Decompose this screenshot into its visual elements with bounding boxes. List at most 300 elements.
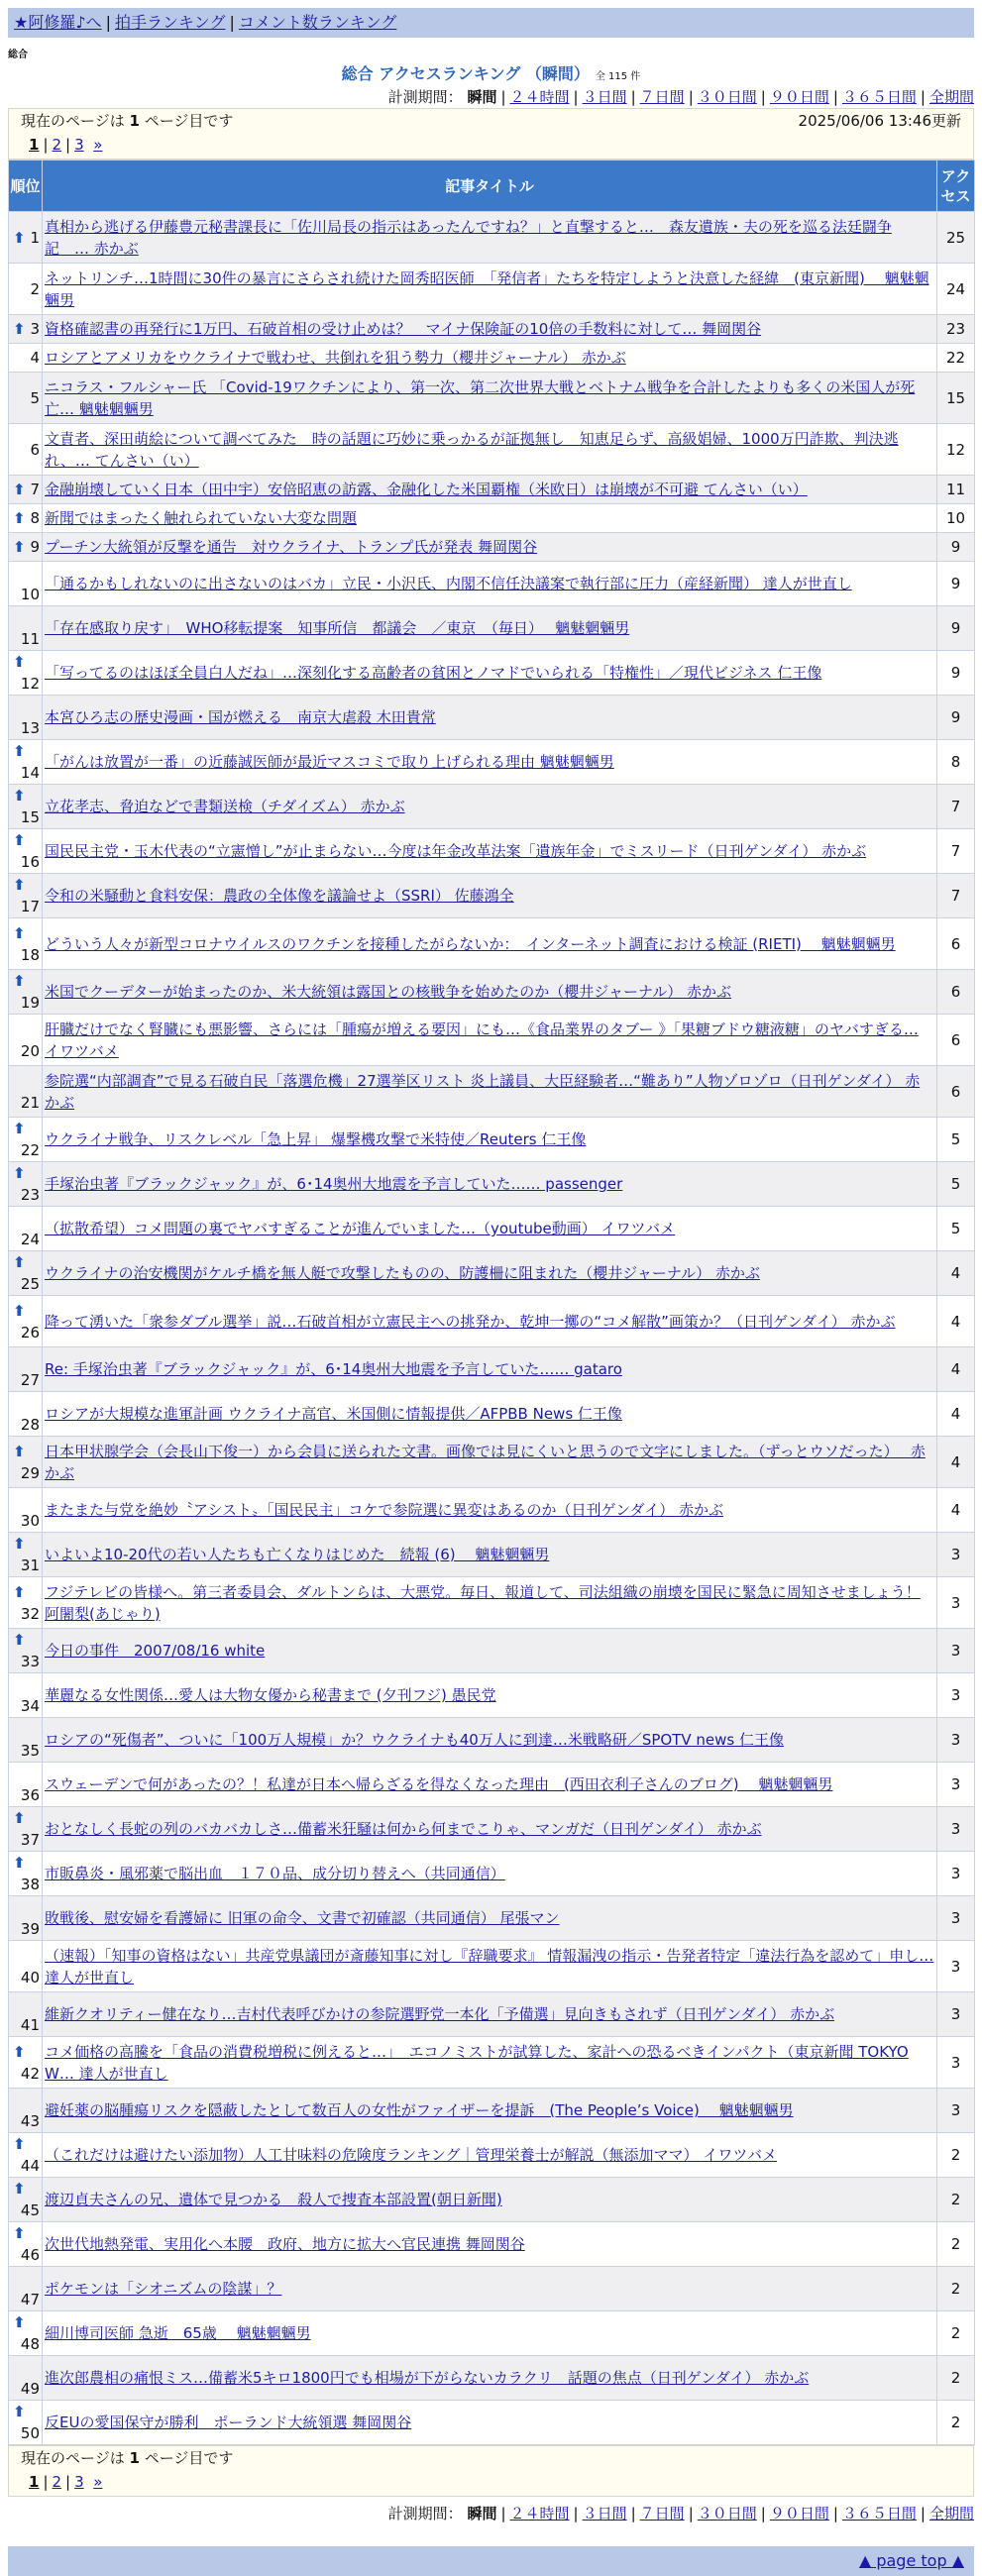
table-row — [9, 606, 975, 651]
title-cell — [43, 785, 937, 829]
period-link-7d[interactable]: ７日間 — [639, 88, 685, 106]
rank-number: 10 — [20, 586, 40, 603]
rank-up-arrow-icon: ⬆ — [13, 1120, 26, 1137]
title-cell — [43, 1251, 937, 1296]
access-count: 4 — [937, 1251, 975, 1296]
title-cell — [43, 606, 937, 651]
title-cell — [43, 1629, 937, 1673]
article-title-link[interactable]: ニコラス・フルシャー氏 「Covid-19ワクチンにより、第一次、第二次世界大戦とベトナム戦争を合計したよりも多くの米国人が死亡… 魑魅魍魎男 — [45, 377, 916, 418]
rank-number: 25 — [20, 1275, 40, 1293]
title-cell — [43, 562, 937, 606]
article-title-link[interactable]: 参院選“内部調査”で見る石破自民「落選危機」27選挙区リスト 炎上議員、大臣経験者…“難あり”人物ゾロゾロ（日刊ゲンダイ） 赤かぶ — [45, 1071, 921, 1112]
article-title-link[interactable]: 真相から逃げる伊藤豊元秘書課長に「佐川局長の指示はあったんですね？」と直撃すると… 森友遺族・夫の死を巡る法廷闘争記 … 赤かぶ — [45, 217, 892, 258]
article-title-link[interactable]: 米国でクーデターが始まったのか、米大統領は露国との核戦争を始めたのか（櫻井ジャーナル） 赤かぶ — [45, 983, 731, 1001]
rank-number: 21 — [20, 1093, 40, 1112]
article-title-link[interactable]: スウェーデンで何があったの？！私達が日本へ帰らざるを得なくなった理由 (西田衣利子さんのブログ) 魑魅魍魎男 — [45, 1775, 833, 1793]
article-title-link[interactable]: 今日の事件 2007/08/16 white — [45, 1642, 266, 1660]
title-cell — [43, 1392, 937, 1437]
rank-number: 14 — [20, 764, 40, 782]
rank-number: 12 — [20, 675, 40, 693]
rank-cell — [9, 829, 43, 874]
access-count: 25 — [937, 212, 975, 264]
title-cell — [43, 533, 937, 562]
rank-up-arrow-icon: ⬆ — [13, 2224, 26, 2242]
rank-up-arrow-icon: ⬆ — [13, 2042, 26, 2061]
access-count: 3 — [937, 2089, 975, 2133]
article-title-link[interactable]: 細川博司医師 急逝 65歳 魑魅魍魎男 — [45, 2324, 311, 2342]
table-row — [9, 1852, 975, 1896]
access-count: 2 — [937, 2311, 975, 2356]
access-count: 15 — [937, 373, 975, 424]
article-title-link[interactable]: またまた与党を絶妙〝アシスト〟「国民民主」コケで参院選に異変はあるのか（日刊ゲンダイ） 赤かぶ — [45, 1501, 724, 1519]
title-cell — [43, 1162, 937, 1207]
table-row — [9, 740, 975, 785]
article-title-link[interactable]: 敗戦後、慰安婦を看護婦に 旧軍の命令、文書で初確認（共同通信） 尾張マン — [45, 1909, 560, 1927]
table-row — [9, 2133, 975, 2178]
rank-up-arrow-icon: ⬆ — [13, 1582, 26, 1601]
top-navigation — [8, 8, 974, 38]
access-count: 2 — [937, 2178, 975, 2222]
title-cell — [43, 1992, 937, 2037]
title-cell — [43, 1296, 937, 1347]
title-cell — [43, 1015, 937, 1066]
rank-cell — [9, 1251, 43, 1296]
nav-separator: | — [229, 13, 235, 32]
rank-up-arrow-icon: ⬆ — [13, 2313, 26, 2331]
access-count: 9 — [937, 533, 975, 562]
rank-cell — [9, 2133, 43, 2178]
table-row — [9, 533, 975, 562]
period-link-365d[interactable]: ３６５日間 — [841, 2505, 917, 2522]
rank-number: 8 — [30, 509, 40, 527]
rank-cell — [9, 740, 43, 785]
title-cell — [43, 918, 937, 970]
table-row — [9, 829, 975, 874]
title-cell — [43, 829, 937, 874]
table-row — [9, 212, 975, 264]
table-row — [9, 1992, 975, 2037]
period-link-90d[interactable]: ９０日間 — [769, 2505, 829, 2522]
pager-page-3[interactable]: 3 — [74, 136, 84, 154]
rank-number: 2 — [30, 279, 40, 298]
rank-number: 44 — [20, 2157, 40, 2175]
title-cell — [43, 2178, 937, 2222]
title-cell — [43, 1437, 937, 1488]
rank-up-arrow-icon: ⬆ — [13, 1631, 26, 1649]
rank-up-arrow-icon: ⬆ — [13, 509, 26, 527]
page-info-box-top — [8, 108, 974, 160]
table-row — [9, 1251, 975, 1296]
rank-up-arrow-icon: ⬆ — [13, 2135, 26, 2153]
access-count: 3 — [937, 1852, 975, 1896]
access-count: 5 — [937, 1162, 975, 1207]
period-link-all[interactable]: 全期間 — [928, 2505, 974, 2522]
rank-cell — [9, 696, 43, 740]
article-title-link[interactable]: 維新クオリティー健在なり…吉村代表呼びかけの参院選野党一本化「予備選」見向きもされず（日刊ゲンダイ） 赤かぶ — [45, 2005, 835, 2023]
period-link-3d[interactable]: ３日間 — [582, 88, 627, 106]
title-cell — [43, 315, 937, 344]
rank-cell — [9, 1992, 43, 2037]
article-title-link[interactable]: 立花孝志、脅迫などで書類送検（チダイズム） 赤かぶ — [45, 798, 405, 815]
article-title-link[interactable]: ロシアの“死傷者”、ついに「100万人規模」か？ウクライナも40万人に到達…米戦略研／SPOTV news 仁王像 — [45, 1731, 784, 1749]
article-title-link[interactable]: 渡辺貞夫さんの兄、遺体で見つかる 殺人で捜査本部設置(朝日新聞) — [45, 2191, 502, 2208]
rank-up-arrow-icon: ⬆ — [13, 320, 26, 338]
period-link-3d[interactable]: ３日間 — [582, 2505, 627, 2522]
table-row — [9, 1207, 975, 1251]
table-row — [9, 2037, 975, 2089]
rank-number: 16 — [20, 853, 40, 871]
header-rank: 順位 — [9, 161, 43, 212]
rank-number: 18 — [20, 945, 40, 964]
rank-up-arrow-icon: ⬆ — [13, 1442, 26, 1460]
nav-link-comment-ranking[interactable]: コメント数ランキング — [238, 13, 397, 32]
rank-number: 31 — [20, 1556, 40, 1574]
title-cell — [43, 970, 937, 1015]
period-current: 瞬間 — [467, 2505, 497, 2522]
pager-bottom: 1 | 2 | 3 » — [29, 2473, 103, 2491]
rank-number: 29 — [20, 1463, 40, 1482]
title-cell — [43, 424, 937, 476]
article-title-link[interactable]: 手塚治虫著『ブラックジャック』が、6･14奥州大地震を予言していた…… passenger — [45, 1175, 623, 1193]
page-info-bottom — [9, 2446, 973, 2472]
nav-link-applause-ranking[interactable]: 拍手ランキング — [114, 13, 226, 32]
nav-separator: | — [105, 13, 111, 32]
rank-number: 27 — [20, 1371, 40, 1389]
rank-up-arrow-icon: ⬆ — [13, 1164, 26, 1182]
article-title-link[interactable]: 避妊薬の脳腫瘍リスクを隠蔽したとして数百人の女性がファイザーを提訴 (The People’s Voice) 魑魅魍魎男 — [45, 2101, 794, 2119]
rank-number: 42 — [20, 2064, 40, 2083]
access-count: 7 — [937, 785, 975, 829]
article-title-link[interactable]: ポケモンは「シオニズムの陰謀」？ — [45, 2280, 282, 2298]
rank-cell — [9, 344, 43, 373]
title-cell — [43, 1852, 937, 1896]
rank-cell — [9, 874, 43, 918]
rank-cell — [9, 970, 43, 1015]
period-label: 計測期間： — [387, 88, 463, 106]
access-count: 9 — [937, 651, 975, 696]
article-title-link[interactable]: 文責者、深田萌絵について調べてみた 時の話題に巧妙に乗っかるが証拠無し 知恵足らず、高級娼婦、1000万円詐欺、判決逃れ、… てんさい（い） — [45, 429, 899, 470]
ranking-title — [0, 62, 982, 86]
table-row — [9, 1347, 975, 1392]
rank-cell — [9, 2401, 43, 2445]
rank-cell — [9, 1718, 43, 1763]
article-title-link[interactable]: 資格確認書の再発行に1万円、石破首相の受け止めは？ マイナ保険証の10倍の手数料に対して… 舞岡関谷 — [45, 320, 762, 338]
rank-up-arrow-icon: ⬆ — [13, 538, 26, 556]
article-title-link[interactable]: 肝臓だけでなく腎臓にも悪影響、さらには「腫瘍が増える要因」にも…《食品業界のタブー 》「果糖ブドウ糖液糖」のヤバすぎる… イワツバメ — [45, 1020, 919, 1060]
rank-number: 38 — [20, 1876, 40, 1893]
page-top-link[interactable]: ▲ page top ▲ — [858, 2551, 964, 2570]
article-title-link[interactable]: 日本甲状腺学会（会長山下俊一）から会員に送られた文書。画像では見にくいと思うので文字にしました。（ずっとウソだった） 赤かぶ — [45, 1442, 926, 1482]
rank-cell — [9, 1118, 43, 1162]
rank-up-arrow-icon: ⬆ — [13, 923, 26, 942]
table-row — [9, 1392, 975, 1437]
table-row — [9, 264, 975, 315]
ranking-table-body — [9, 212, 975, 2445]
period-selector-top: 計測期間： 瞬間 | ２４時間 | ３日間 | ７日間 | ３０日間 | ９０日間 | ３６５日間 | 全期間 — [387, 88, 974, 106]
access-count: 4 — [937, 1392, 975, 1437]
access-count: 3 — [937, 1533, 975, 1577]
rank-number: 22 — [20, 1141, 40, 1159]
rank-number: 48 — [20, 2335, 40, 2353]
table-row — [9, 2401, 975, 2445]
access-count: 4 — [937, 1437, 975, 1488]
access-count: 6 — [937, 1066, 975, 1118]
rank-cell — [9, 651, 43, 696]
access-count: 24 — [937, 264, 975, 315]
table-row — [9, 2311, 975, 2356]
article-title-link[interactable]: 「存在感取り戻す」 WHO移転提案 知事所信 都議会 ／東京 （毎日） 魑魅魍魎男 — [45, 619, 630, 637]
period-selector-bottom: 計測期間： 瞬間 | ２４時間 | ３日間 | ７日間 | ３０日間 | ９０日間 | ３６５日間 | 全期間 — [387, 2505, 974, 2522]
title-cell — [43, 1066, 937, 1118]
title-cell — [43, 1896, 937, 1941]
article-title-link[interactable]: 「通るかもしれないのに出さないのはバカ」立民・小沢氏、内閣不信任決議案で執行部に圧力（産経新聞） 達人が世直し — [45, 575, 852, 592]
table-row — [9, 1015, 975, 1066]
pager-current-page: 1 — [29, 2473, 40, 2491]
rank-up-arrow-icon: ⬆ — [13, 1301, 26, 1320]
access-count: 3 — [937, 1629, 975, 1673]
article-title-link[interactable]: 国民民主党・玉木代表の“立憲憎し”が止まらない…今度は年金改革法案「遺族年金」でミスリード（日刊ゲンダイ） 赤かぶ — [45, 842, 867, 860]
article-title-link[interactable]: 「がんは放置が一番」の近藤誠医師が最近マスコミで取り上げられる理由 魑魅魍魎男 — [45, 753, 614, 771]
rank-cell — [9, 1763, 43, 1807]
rank-cell — [9, 504, 43, 533]
period-link-30d[interactable]: ３０日間 — [697, 88, 757, 106]
rank-up-arrow-icon: ⬆ — [13, 1535, 26, 1553]
table-row — [9, 424, 975, 476]
header-access: アクセス — [937, 161, 975, 212]
table-row — [9, 2267, 975, 2311]
access-count: 7 — [937, 874, 975, 918]
rank-number: 40 — [20, 1968, 40, 1986]
article-title-link[interactable]: コメ価格の高騰を「食品の消費税増税に例えると…」 エコノミストが試算した、家計への恐るべきインパクト（東京新聞 TOKYO W… 達人が世直し — [45, 2042, 909, 2083]
article-title-link[interactable]: フジテレビの皆様へ。第三者委員会、ダルトンらは、大悪党。毎日、報道して、司法組織の崩壊を国民に緊急に周知させましょう！ 阿闍梨(あじゃり) — [45, 1582, 921, 1623]
access-count: 9 — [937, 696, 975, 740]
period-link-90d[interactable]: ９０日間 — [769, 88, 829, 106]
article-title-link[interactable]: 降って湧いた「衆参ダブル選挙」説…石破首相が立憲民主への挑発か、乾坤一擲の“コメ解散”画策か？（日刊ゲンダイ） 赤かぶ — [45, 1312, 896, 1331]
table-row — [9, 918, 975, 970]
access-count: 8 — [937, 740, 975, 785]
rank-cell — [9, 1629, 43, 1673]
table-row — [9, 1162, 975, 1207]
table-row — [9, 970, 975, 1015]
title-cell — [43, 1577, 937, 1629]
article-title-link[interactable]: 「写ってるのはほぼ全員白人だね」…深刻化する高齢者の貧困とノマドでいられる「特権性」／現代ビジネス 仁王像 — [45, 664, 822, 682]
period-link-7d[interactable]: ７日間 — [639, 2505, 685, 2522]
article-title-link[interactable]: ウクライナ戦争、リスクレベル「急上昇」 爆撃機攻撃で米特使／Reuters 仁王像 — [45, 1130, 587, 1148]
period-link-24h[interactable]: ２４時間 — [509, 88, 570, 106]
ranking-table — [8, 160, 975, 2445]
article-title-link[interactable]: 次世代地熱発電、実用化へ本腰 政府、地方に拡大へ官民連携 舞岡関谷 — [45, 2235, 525, 2253]
title-cell — [43, 2267, 937, 2311]
rank-number: 7 — [30, 481, 40, 498]
access-count: 2 — [937, 2356, 975, 2401]
title-cell — [43, 2222, 937, 2267]
table-row — [9, 373, 975, 424]
rank-number: 3 — [30, 320, 40, 338]
title-cell — [43, 1763, 937, 1807]
rank-cell — [9, 1896, 43, 1941]
rank-cell — [9, 1066, 43, 1118]
pager-page-3[interactable]: 3 — [74, 2473, 84, 2491]
rank-number: 36 — [20, 1786, 40, 1804]
access-count: 23 — [937, 315, 975, 344]
access-count: 3 — [937, 1577, 975, 1629]
article-title-link[interactable]: どういう人々が新型コロナウイルスのワクチンを接種したがらないか： インターネット調査における検証 (RIETI) 魑魅魍魎男 — [45, 934, 896, 953]
rank-up-arrow-icon: ⬆ — [13, 653, 26, 671]
access-count: 9 — [937, 562, 975, 606]
rank-number: 6 — [30, 440, 40, 459]
access-count: 3 — [937, 1992, 975, 2037]
bottom-bar — [8, 2546, 974, 2576]
title-cell — [43, 1941, 937, 1992]
rank-number: 49 — [20, 2380, 40, 2398]
rank-cell — [9, 1296, 43, 1347]
article-title-link[interactable]: 本宮ひろ志の歴史漫画・国が燃える 南京大虐殺 木田貴常 — [45, 708, 436, 726]
article-title-link[interactable]: 市販鼻炎・風邪薬で脳出血 １７０品、成分切り替えへ（共同通信） — [45, 1865, 505, 1882]
pager-page-2[interactable]: 2 — [52, 136, 62, 154]
title-cell — [43, 1807, 937, 1852]
rank-number: 37 — [20, 1831, 40, 1849]
table-row — [9, 785, 975, 829]
article-title-link[interactable]: ネットリンチ…1時間に30件の暴言にさらされ続けた岡秀昭医師 「発信者」たちを特定しようと決意した経緯 (東京新聞) 魑魅魍魎男 — [45, 268, 929, 309]
period-link-24h[interactable]: ２４時間 — [509, 2505, 570, 2522]
article-title-link[interactable]: いよいよ10-20代の若い人たちも亡くなりはじめた 続報 (6) 魑魅魍魎男 — [45, 1546, 550, 1563]
table-row — [9, 1533, 975, 1577]
pager-next[interactable]: » — [93, 2473, 103, 2491]
rank-cell — [9, 1673, 43, 1718]
title-cell — [43, 1118, 937, 1162]
access-count: 2 — [937, 2133, 975, 2178]
access-count: 3 — [937, 1763, 975, 1807]
rank-up-arrow-icon: ⬆ — [13, 481, 26, 498]
pager-page-2[interactable]: 2 — [52, 2473, 62, 2491]
rank-number: 39 — [20, 1920, 40, 1938]
rank-number: 32 — [20, 1604, 40, 1623]
article-title-link[interactable]: Re: 手塚治虫著『ブラックジャック』が、6･14奥州大地震を予言していた…… gataro — [45, 1360, 622, 1378]
rank-number: 17 — [20, 898, 40, 915]
access-count: 12 — [937, 424, 975, 476]
table-row — [9, 1118, 975, 1162]
article-title-link[interactable]: 反EUの愛国保守が勝利 ポーランド大統領選 舞岡関谷 — [45, 2414, 412, 2431]
rank-number: 33 — [20, 1653, 40, 1670]
table-row — [9, 1629, 975, 1673]
article-title-link[interactable]: （拡散希望）コメ問題の裏でヤバすぎることが進んでいました…（youtube動画） イワツバメ — [45, 1220, 676, 1237]
rank-cell — [9, 424, 43, 476]
article-title-link[interactable]: （速報）「知事の資格はない」共産党県議団が斎藤知事に対し『辞職要求』 情報漏洩の指示・告発者特定「違法行為を認めて」申し… 達人が世直し — [45, 1946, 934, 1986]
table-row — [9, 874, 975, 918]
title-cell — [43, 696, 937, 740]
period-link-all[interactable]: 全期間 — [928, 88, 974, 106]
article-title-link[interactable]: 進次郎農相の痛恨ミス…備蓄米5キロ1800円でも相場が下がらないカラクリ 話題の焦点（日刊ゲンダイ） 赤かぶ — [45, 2369, 810, 2387]
access-count: 11 — [937, 476, 975, 504]
rank-number: 4 — [30, 349, 40, 367]
rank-cell — [9, 2222, 43, 2267]
article-title-link[interactable]: 新聞ではまったく触れられていない大変な問題 — [45, 509, 358, 527]
access-count: 3 — [937, 1673, 975, 1718]
title-cell — [43, 1533, 937, 1577]
article-title-link[interactable]: 令和の米騒動と食料安保：農政の全体像を議論せよ（SSRI） 佐藤鴻全 — [45, 887, 514, 905]
period-label: 計測期間： — [387, 2505, 463, 2522]
rank-cell — [9, 2311, 43, 2356]
rank-cell — [9, 785, 43, 829]
ranking-title-text: 総合 アクセスランキング （瞬間） — [341, 64, 590, 83]
period-link-30d[interactable]: ３０日間 — [697, 2505, 757, 2522]
title-cell — [43, 1673, 937, 1718]
rank-number: 15 — [20, 808, 40, 826]
article-title-link[interactable]: 華麗なる女性関係…愛人は大物女優から秘書まで (夕刊フジ) 愚民党 — [45, 1686, 496, 1704]
access-count: 2 — [937, 2267, 975, 2311]
pager-next[interactable]: » — [93, 136, 103, 154]
article-title-link[interactable]: プーチン大統領が反撃を通告 対ウクライナ、トランプ氏が発表 舞岡関谷 — [45, 538, 538, 556]
updated-timestamp: 2025/06/06 13:46更新 — [798, 112, 961, 130]
rank-number: 13 — [20, 719, 40, 737]
rank-number: 5 — [30, 388, 40, 407]
table-row — [9, 1807, 975, 1852]
category-label: 総合 — [8, 50, 28, 60]
rank-number: 45 — [20, 2201, 40, 2219]
table-row — [9, 1577, 975, 1629]
table-row — [9, 1718, 975, 1763]
title-cell — [43, 2089, 937, 2133]
title-cell — [43, 1207, 937, 1251]
title-cell — [43, 874, 937, 918]
rank-cell — [9, 1577, 43, 1629]
rank-up-arrow-icon: ⬆ — [13, 972, 26, 990]
table-row — [9, 476, 975, 504]
rank-number: 23 — [20, 1186, 40, 1204]
rank-up-arrow-icon: ⬆ — [13, 228, 26, 247]
current-page-text: 現在のページは 1 ページ目です — [21, 112, 234, 130]
table-row — [9, 1896, 975, 1941]
rank-cell — [9, 1347, 43, 1392]
rank-cell — [9, 1852, 43, 1896]
title-cell — [43, 1347, 937, 1392]
rank-cell — [9, 2089, 43, 2133]
rank-cell — [9, 1437, 43, 1488]
rank-cell — [9, 373, 43, 424]
rank-number: 47 — [20, 2291, 40, 2308]
rank-cell — [9, 606, 43, 651]
access-count: 3 — [937, 1718, 975, 1763]
rank-cell — [9, 1162, 43, 1207]
rank-number: 26 — [20, 1323, 40, 1342]
table-row — [9, 1437, 975, 1488]
article-title-link[interactable]: ウクライナの治安機関がケルチ橋を無人艇で攻撃したものの、防護柵に阻まれた（櫻井ジャーナル） 赤かぶ — [45, 1264, 760, 1282]
access-count: 5 — [937, 1118, 975, 1162]
rank-cell — [9, 2037, 43, 2089]
access-count: 2 — [937, 2401, 975, 2445]
table-row — [9, 1066, 975, 1118]
article-title-link[interactable]: ロシアが大規模な進軍計画 ウクライナ高官、米国側に情報提供／AFPBB News 仁王像 — [45, 1405, 622, 1423]
rank-cell — [9, 2356, 43, 2401]
access-count: 2 — [937, 2222, 975, 2267]
rank-number: 9 — [30, 538, 40, 556]
period-current: 瞬間 — [467, 88, 497, 106]
pager-current-page: 1 — [29, 136, 40, 154]
article-title-link[interactable]: ロシアとアメリカをウクライナで戦わせ、共倒れを狙う勢力（櫻井ジャーナル） 赤かぶ — [45, 349, 626, 367]
title-cell — [43, 2356, 937, 2401]
table-row — [9, 1488, 975, 1533]
table-row — [9, 2222, 975, 2267]
period-link-365d[interactable]: ３６５日間 — [841, 88, 917, 106]
access-count: 4 — [937, 1347, 975, 1392]
rank-up-arrow-icon: ⬆ — [13, 1809, 26, 1827]
title-cell — [43, 651, 937, 696]
article-title-link[interactable]: （これだけは避けたい添加物）人工甘味料の危険度ランキング｜管理栄養士が解説（無添加ママ） イワツバメ — [45, 2146, 778, 2164]
article-title-link[interactable]: 金融崩壊していく日本（田中宇）安倍昭恵の訪露、金融化した米国覇権（米欧日）は崩壊が不可避 てんさい（い） — [45, 481, 808, 498]
nav-link-asyura[interactable]: ★阿修羅♪へ — [14, 13, 102, 32]
article-title-link[interactable]: おとなしく長蛇の列のバカバカしさ…備蓄米狂騒は何から何までこりゃ、マンガだ（日刊ゲンダイ） 赤かぶ — [45, 1820, 762, 1838]
rank-cell — [9, 562, 43, 606]
